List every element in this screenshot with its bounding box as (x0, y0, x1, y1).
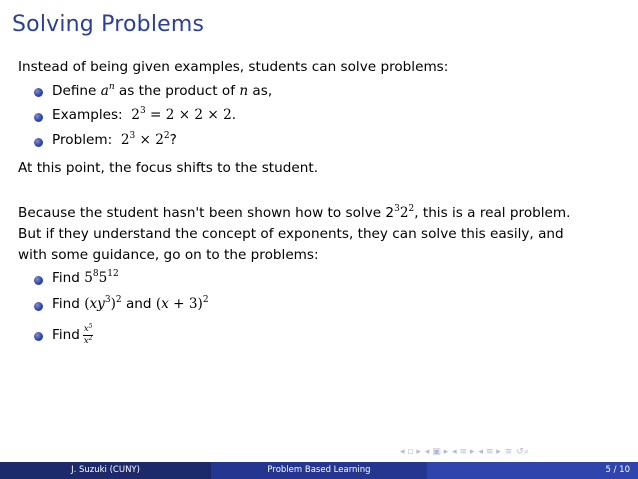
nav-first-icon[interactable]: ◂ ▫ ▸ (400, 447, 421, 457)
slide-title: Solving Problems (12, 12, 205, 37)
bullet-icon (34, 276, 43, 285)
beamer-navigation (400, 447, 529, 457)
footer-page-number: 5 / 10 (427, 462, 638, 479)
footer-author: J. Suzuki (CUNY) (0, 462, 211, 479)
nav-frame-icon[interactable]: ≡ (504, 447, 513, 457)
paragraph-line-1: Because the student hasn't been shown how to solve $2^32^2$, this is a real problem. (18, 204, 571, 221)
bullet-icon (34, 138, 43, 147)
bullet-icon (34, 332, 43, 341)
nav-search-icon[interactable]: ↺⌕ (516, 447, 529, 457)
nav-prev-icon[interactable]: ◂ ▣ ▸ (424, 447, 449, 457)
paragraph-line-3: with some guidance, go on to the problems: (18, 247, 319, 263)
nav-subsection-icon[interactable]: ◂ ≡ ▸ (478, 447, 501, 457)
bullet-icon (34, 113, 43, 122)
intro-text: Instead of being given examples, students can solve problems: (18, 59, 449, 75)
nav-section-icon[interactable]: ◂ ≡ ▸ (452, 447, 475, 457)
fraction: $\frac{x^5}{x^2}$ (83, 323, 93, 346)
list-item-find-2: Find $(xy^3)^2$ and $(x + 3)^2$ (52, 295, 209, 312)
list-item-find-1: Find $5^85^{12}$ (52, 269, 119, 286)
list-item-define: Define $a^n$ as the product of n as, (52, 82, 273, 99)
list-item-problem: Problem: $2^3 \times 2^2$? (52, 131, 177, 148)
list-item-find-3: Find $\frac{x^5}{x^2}$ (52, 323, 93, 346)
bullet-icon (34, 88, 43, 97)
footer-talk-title: Problem Based Learning (211, 462, 427, 479)
footer-bar (0, 462, 638, 479)
shift-text: At this point, the focus shifts to the student. (18, 160, 319, 176)
bullet-icon (34, 302, 43, 311)
paragraph-line-2: But if they understand the concept of exponents, they can solve this easily, and (18, 226, 564, 242)
list-item-examples: Examples: $2^3 = 2 \times 2 \times 2$. (52, 106, 237, 123)
